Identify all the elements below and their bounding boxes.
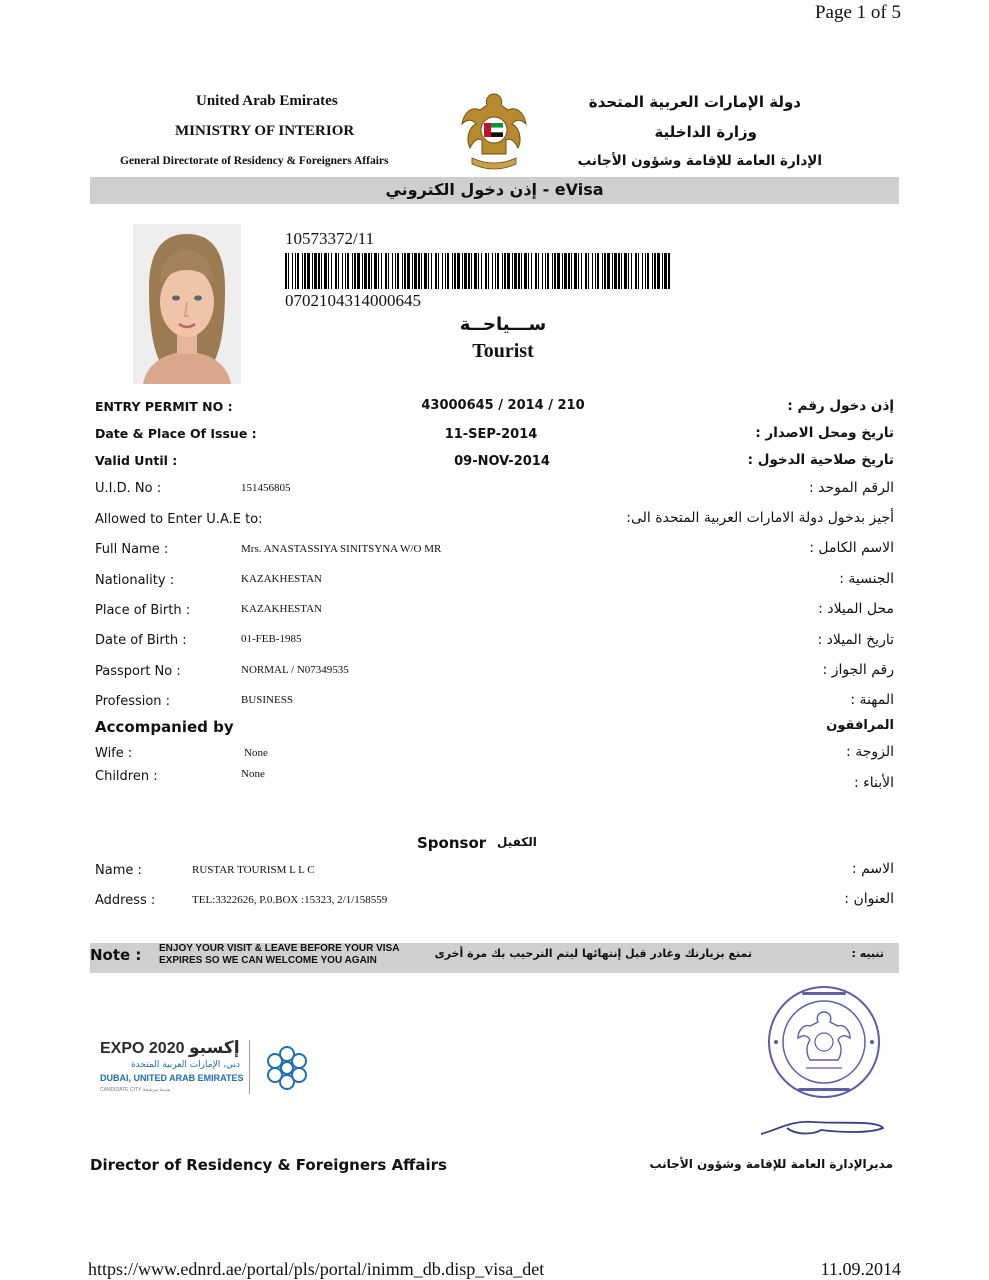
sponsor-title-ar: الكفيل: [497, 835, 537, 849]
barcode-bar: [654, 253, 656, 289]
barcode-bar: [342, 253, 343, 289]
expo-flower-icon: [261, 1042, 313, 1094]
barcode-bar: [457, 253, 460, 289]
sponsor-address-label: Address :: [95, 893, 156, 908]
barcode-bar: [662, 253, 663, 289]
barcode-bar: [435, 253, 437, 289]
note-text-line-2: EXPIRES SO WE CAN WELCOME YOU AGAIN: [159, 955, 377, 966]
barcode-bar: [588, 253, 589, 289]
barcode-bar: [568, 253, 570, 289]
header-ministry-en: MINISTRY OF INTERIOR: [175, 123, 355, 139]
barcode-bar: [642, 253, 643, 289]
barcode-bar: [468, 253, 470, 289]
barcode-bar: [592, 253, 593, 289]
profession-value: BUSINESS: [241, 694, 293, 706]
passport-label-ar: رقم الجواز :: [822, 662, 894, 678]
uid-label-ar: الرقم الموحد :: [809, 480, 894, 496]
barcode-bar: [318, 253, 320, 289]
barcode-bar: [335, 253, 337, 289]
barcode-bar: [414, 253, 417, 289]
barcode-bar: [542, 253, 543, 289]
entry-permit-label: ENTRY PERMIT NO :: [95, 399, 233, 414]
barcode-bar: [454, 253, 456, 289]
barcode-bar: [524, 253, 527, 289]
note-text-line-1: ENJOY YOUR VISIT & LEAVE BEFORE YOUR VISA: [159, 943, 400, 954]
barcode-bar: [585, 253, 587, 289]
barcode-bar: [304, 253, 306, 289]
barcode-bar: [612, 253, 613, 289]
issue-label: Date & Place Of Issue :: [95, 426, 257, 441]
barcode-bar: [378, 253, 379, 289]
barcode-bar: [657, 253, 660, 289]
barcode-bar: [574, 253, 577, 289]
barcode-bar: [295, 253, 296, 289]
barcode-bar: [307, 253, 310, 289]
allowed-label-ar: أجيز بدخول دولة الامارات العربية المتحدة الى:: [626, 510, 894, 526]
barcode-bar: [431, 253, 432, 289]
issue-value: 11-SEP-2014: [444, 427, 538, 442]
barcode-bar: [547, 253, 549, 289]
visa-type-arabic: ســـياحــة: [459, 314, 547, 335]
barcode-bar: [595, 253, 596, 289]
barcode-bar: [395, 253, 396, 289]
barcode-bar: [312, 253, 313, 289]
barcode-bar: [392, 253, 393, 289]
barcode-bar: [554, 253, 556, 289]
sponsor-address-label-ar: العنوان :: [844, 891, 894, 907]
expo-logo-subtitle: DUBAI, UNITED ARAB EMIRATES: [100, 1073, 244, 1083]
barcode-bar: [495, 253, 496, 289]
barcode-bar: [364, 253, 367, 289]
evisa-title-bar: [90, 177, 899, 204]
page-url: https://www.ednrd.ae/portal/pls/portal/inimm_db.disp_visa_det: [88, 1259, 545, 1279]
barcode-number: 0702104314000645: [285, 291, 421, 310]
barcode-bar: [562, 253, 563, 289]
portrait-image: [133, 224, 241, 384]
evisa-title: إذن دخول الكتروني - eVisa: [385, 180, 604, 199]
expo-logo-divider: [249, 1040, 250, 1094]
barcode-bar: [581, 253, 582, 289]
sponsor-name-label-ar: الاسم :: [851, 861, 894, 877]
barcode-bar: [438, 253, 439, 289]
profession-label: Profession :: [95, 694, 171, 709]
barcode-bar: [535, 253, 537, 289]
barcode-bar: [664, 253, 667, 289]
barcode-bar: [464, 253, 467, 289]
nationality-label-ar: الجنسية :: [839, 571, 894, 587]
full-name-label-ar: الاسم الكامل :: [809, 540, 894, 556]
barcode-bar: [418, 253, 420, 289]
barcode-bar: [552, 253, 553, 289]
barcode-bar: [521, 253, 522, 289]
allowed-label: Allowed to Enter U.A.E to:: [95, 512, 263, 527]
place-of-birth-label: Place of Birth :: [95, 603, 191, 618]
barcode-bar: [514, 253, 517, 289]
header-directorate-ar: الإدارة العامة للإقامة وشؤون الأجانب: [577, 153, 822, 169]
barcode-bar: [297, 253, 299, 289]
barcode-bar: [614, 253, 617, 289]
barcode-bar: [578, 253, 579, 289]
barcode-bar: [314, 253, 317, 289]
full-name-label: Full Name :: [95, 542, 169, 557]
nationality-label: Nationality :: [95, 573, 175, 588]
barcode-bar: [647, 253, 649, 289]
barcode-bar: [302, 253, 303, 289]
barcode-bar: [597, 253, 599, 289]
note-label-ar: تنبيه :: [851, 947, 884, 960]
barcode-bar: [638, 253, 639, 289]
entry-permit-value: 43000645 / 2014 / 210: [421, 398, 585, 413]
note-bar: [90, 943, 899, 973]
header-country-ar: دولة الإمارات العربية المتحدة: [588, 93, 801, 111]
barcode-bar: [652, 253, 653, 289]
barcode-bar: [485, 253, 487, 289]
uid-value: 151456805: [241, 482, 291, 494]
barcode-bar: [374, 253, 377, 289]
place-of-birth-value: KAZAKHESTAN: [241, 603, 323, 615]
barcode-bar: [447, 253, 449, 289]
barcode-bar: [442, 253, 443, 289]
uae-eagle-emblem-icon: [458, 88, 530, 174]
barcode-bar: [668, 253, 670, 289]
sponsor-name-label: Name :: [95, 863, 142, 878]
barcode-bar: [621, 253, 622, 289]
barcode-bar: [412, 253, 413, 289]
director-title: Director of Residency & Foreigners Affairs: [90, 1156, 447, 1174]
barcode-bar: [557, 253, 560, 289]
date-of-birth-label-ar: تاريخ الميلاد :: [817, 632, 894, 648]
barcode-bar: [368, 253, 370, 289]
barcode-bar: [531, 253, 532, 289]
barcode-bar: [452, 253, 453, 289]
barcode-bar: [324, 253, 327, 289]
barcode-bar: [602, 253, 603, 289]
barcode-bar: [362, 253, 363, 289]
barcode-bar: [564, 253, 567, 289]
barcode-bar: [528, 253, 529, 289]
barcode-bar: [645, 253, 646, 289]
barcode-bar: [424, 253, 427, 289]
header-directorate-en: General Directorate of Residency & Foreigners Affairs: [120, 155, 389, 167]
passport-label: Passport No :: [95, 664, 181, 679]
barcode-bar: [388, 253, 389, 289]
barcode-bar: [338, 253, 339, 289]
barcode-bar: [345, 253, 346, 289]
barcode-bar: [571, 253, 572, 289]
children-value: None: [241, 768, 265, 780]
valid-until-label-ar: تاريخ صلاحية الدخول :: [747, 452, 894, 468]
note-label: Note :: [90, 946, 142, 964]
visa-file-number: 10573372/11: [285, 229, 375, 248]
barcode-bar: [512, 253, 513, 289]
barcode-bar: [347, 253, 349, 289]
barcode-bar: [488, 253, 489, 289]
barcode-bar: [357, 253, 360, 289]
barcode-bar: [478, 253, 479, 289]
barcode-bar: [618, 253, 620, 289]
header-ministry-ar: وزارة الداخلية: [654, 123, 757, 141]
barcode-bar: [497, 253, 499, 289]
children-label: Children :: [95, 769, 158, 784]
valid-until-value: 09-NOV-2014: [454, 454, 550, 469]
barcode-bar: [635, 253, 637, 289]
wife-label: Wife :: [95, 746, 133, 761]
accompanied-title-ar: المرافقون: [826, 718, 894, 733]
nationality-value: KAZAKHESTAN: [241, 573, 323, 585]
valid-until-label: Valid Until :: [95, 453, 178, 468]
barcode-bar: [421, 253, 422, 289]
director-title-ar: مديرالإدارة العامة للإقامة وشؤون الأجانب: [649, 1157, 893, 1171]
barcode-bar: [545, 253, 546, 289]
barcode-bar: [492, 253, 493, 289]
barcode-bar: [628, 253, 629, 289]
date-of-birth-value: 01-FEB-1985: [241, 633, 302, 645]
barcode-bar: [604, 253, 606, 289]
place-of-birth-label-ar: محل الميلاد :: [818, 601, 894, 617]
sponsor-title: Sponsor: [417, 834, 487, 852]
profession-label-ar: المهنة :: [850, 692, 894, 708]
barcode-bar: [371, 253, 372, 289]
sponsor-name-value: RUSTAR TOURISM L L C: [192, 864, 315, 876]
barcode-bar: [507, 253, 510, 289]
barcode-bar: [481, 253, 482, 289]
barcode-bar: [321, 253, 322, 289]
barcode-bar: [538, 253, 539, 289]
visa-type-english: Tourist: [472, 340, 534, 362]
barcode-bar: [502, 253, 503, 289]
full-name-value: Mrs. ANASTASSIYA SINITSYNA W/O MR: [241, 543, 442, 555]
signature-icon: [757, 1112, 887, 1142]
barcode-bar: [385, 253, 387, 289]
barcode-bar: [381, 253, 382, 289]
barcode-bar: [285, 253, 287, 289]
barcode-bar: [445, 253, 446, 289]
expo-logo-title-ar: إكسبو: [189, 1038, 240, 1058]
sponsor-address-value: TEL:3322626, P.0.BOX :15323, 2/1/158559: [192, 894, 388, 906]
expo-logo-candidate: CANDIDATE CITY مدينة مرشحة: [100, 1087, 171, 1093]
page-number: Page 1 of 5: [814, 2, 901, 23]
wife-label-ar: الزوجة :: [846, 744, 894, 760]
accompanied-title: Accompanied by: [95, 718, 234, 736]
barcode-bar: [354, 253, 356, 289]
children-label-ar: الأبناء :: [853, 775, 894, 791]
note-text-ar: تمتع بزيارتك وغادر قبل إنتهائها ليتم الترحيب بك مرة أخرى: [434, 947, 752, 960]
barcode-icon: [285, 253, 673, 289]
expo-logo-title: EXPO 2020: [100, 1040, 185, 1057]
barcode-bar: [607, 253, 610, 289]
barcode-bar: [397, 253, 399, 289]
date-of-birth-label: Date of Birth :: [95, 633, 187, 648]
expo-logo-subtitle-ar: دبي، الإمارات العربية المتحدة: [130, 1060, 240, 1070]
issue-label-ar: تاريخ ومحل الاصدار :: [755, 425, 894, 441]
barcode-bar: [518, 253, 520, 289]
barcode-bar: [631, 253, 632, 289]
barcode-bar: [328, 253, 329, 289]
entry-permit-label-ar: إذن دخول رقم :: [787, 398, 894, 414]
uid-label: U.I.D. No :: [95, 481, 162, 496]
barcode-bar: [462, 253, 463, 289]
barcode-bar: [352, 253, 353, 289]
expo-2020-logo: [100, 1038, 315, 1098]
passport-photo: [133, 224, 241, 384]
barcode-bar: [504, 253, 506, 289]
barcode-bar: [404, 253, 406, 289]
barcode-bar: [288, 253, 289, 289]
barcode-bar: [471, 253, 472, 289]
print-date: 11.09.2014: [820, 1259, 901, 1279]
barcode-bar: [292, 253, 293, 289]
barcode-bar: [474, 253, 477, 289]
note-text: [159, 943, 399, 967]
passport-value: NORMAL / N07349535: [241, 664, 349, 676]
barcode-bar: [331, 253, 332, 289]
header-country-en: United Arab Emirates: [196, 93, 338, 109]
official-stamp-icon: [766, 984, 882, 1100]
barcode-bar: [428, 253, 429, 289]
barcode-bar: [407, 253, 410, 289]
barcode-bar: [402, 253, 403, 289]
wife-value: None: [244, 747, 268, 759]
barcode-bar: [624, 253, 627, 289]
